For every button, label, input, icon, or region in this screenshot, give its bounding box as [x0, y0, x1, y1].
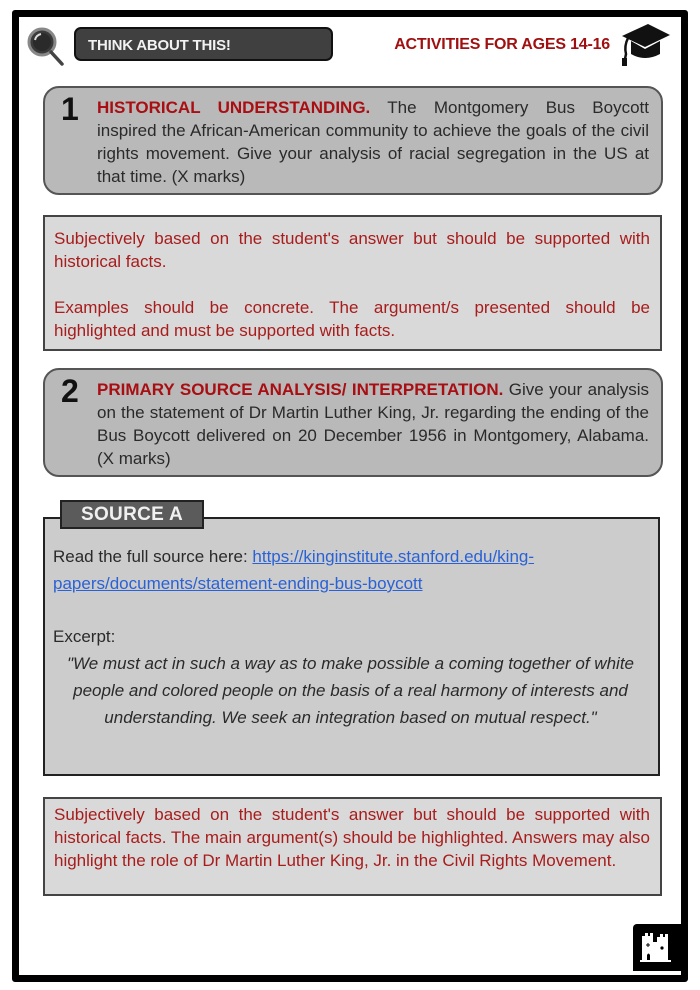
question-title: PRIMARY SOURCE ANALYSIS/ INTERPRETATION.	[97, 380, 504, 399]
source-read-prefix: Read the full source here:	[53, 547, 253, 566]
source-read-line	[53, 543, 648, 597]
source-a-tab: SOURCE A	[60, 500, 204, 529]
question-number: 1	[61, 91, 79, 127]
source-link[interactable]: https://kinginstitute.stanford.edu/king-papers/documents/statement-ending-bus-boycott	[53, 547, 535, 593]
answer-1-box	[43, 215, 662, 351]
question-1-box	[43, 86, 663, 195]
graduation-cap-icon	[618, 20, 672, 68]
footer-logo	[633, 924, 681, 971]
answer-paragraph: Examples should be concrete. The argument/s presented should be highlighted and must be supported with facts.	[54, 298, 650, 340]
answer-2-box	[43, 797, 662, 896]
source-quote: "We must act in such a way as to make possible a coming together of white people and colored people on the basis of a real harmony of interests and understanding. We seek an integration based on mutual respect."	[67, 654, 634, 727]
answer-paragraph: Subjectively based on the student's answer but should be supported with historical facts.	[54, 229, 650, 271]
question-2-box	[43, 368, 663, 477]
question-text: Give your analysis on the statement of Dr Martin Luther King, Jr. regarding the ending of the Bus Boycott delivered on 20 December 1956 in Montgomery, Alabama. (X marks)	[97, 380, 649, 468]
castle-icon	[633, 924, 681, 971]
think-about-this-banner: THINK ABOUT THIS!	[74, 27, 333, 61]
question-text: The Montgomery Bus Boycott inspired the African-American community to achieve the goals of the civil rights movement. Give your analysis of racial segregation in the US at that time. (X marks)	[97, 98, 649, 186]
answer-paragraph: Subjectively based on the student's answer but should be supported with historical facts. The main argument(s) should be highlighted. Answers may also highlight the role of Dr Martin Luther King, Jr. in the Civil Rights Movement.	[54, 805, 650, 870]
magnifier-icon	[24, 24, 68, 68]
excerpt-label: Excerpt:	[53, 627, 116, 646]
question-title: HISTORICAL UNDERSTANDING.	[97, 98, 371, 117]
source-a-box	[43, 517, 660, 776]
ages-label: ACTIVITIES FOR AGES 14-16	[394, 36, 610, 53]
question-number: 2	[61, 373, 79, 409]
